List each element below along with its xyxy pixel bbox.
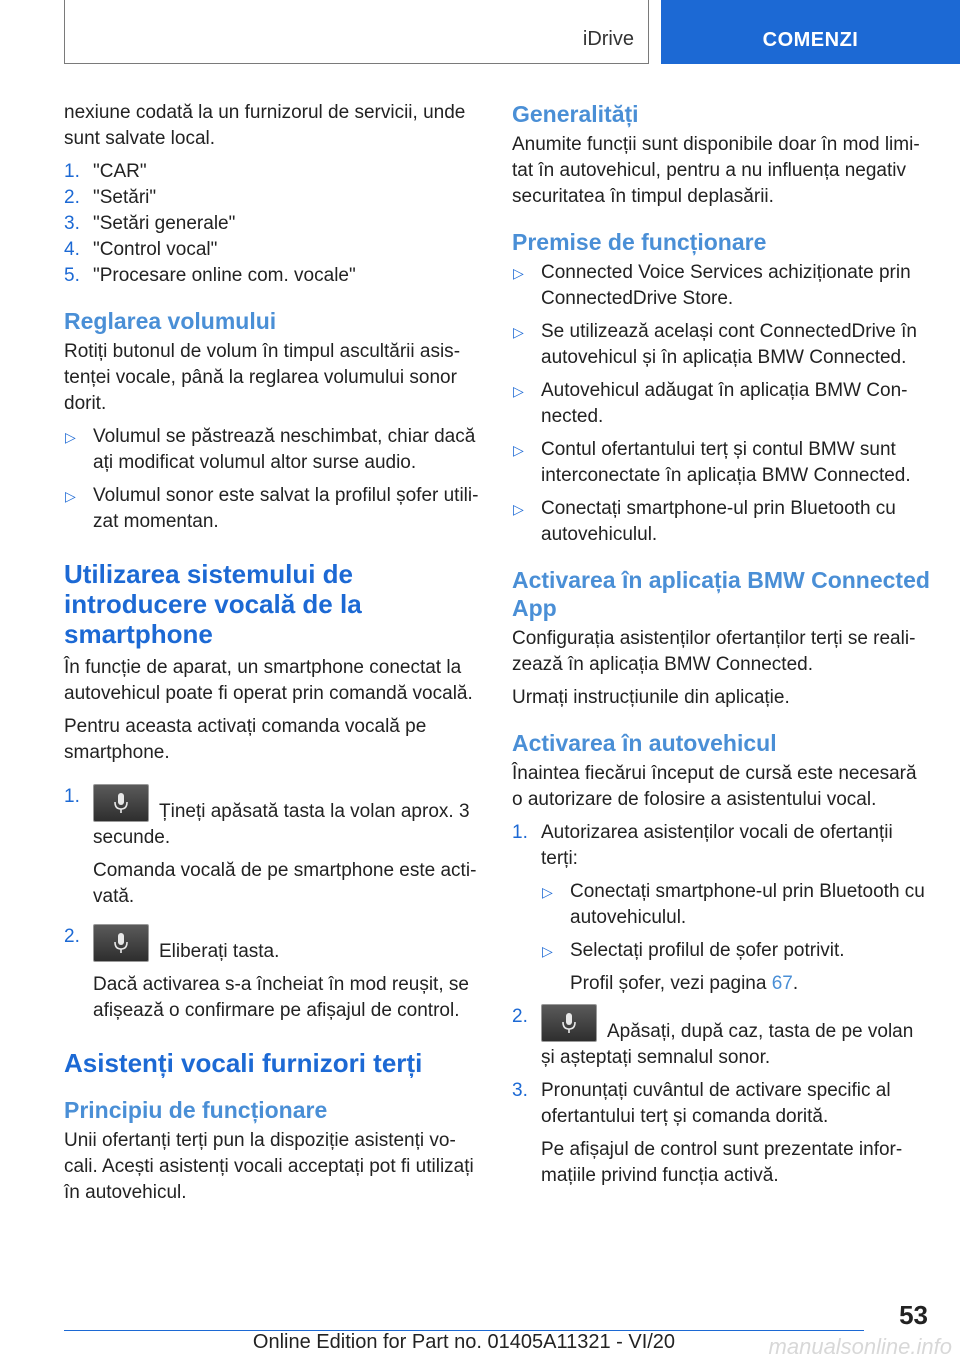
step-result: Dacă activarea s-a încheiat în mod reușit, se afișează o confirmare pe afișajul de control. xyxy=(93,974,469,1021)
step-number: 3. xyxy=(64,213,80,234)
principle-heading: Principiu de funcționare xyxy=(64,1097,328,1123)
step1-bullets xyxy=(541,879,930,997)
page-link[interactable]: 67 xyxy=(771,973,793,994)
header-chapter-title: COMENZI xyxy=(762,29,859,51)
list-item xyxy=(64,185,482,211)
right-column xyxy=(512,100,930,1196)
bullet-icon: ▷ xyxy=(513,442,524,458)
app-heading: Activarea în aplicația BMW Connected App xyxy=(512,567,930,621)
bullet-icon: ▷ xyxy=(65,488,76,504)
vehicle-heading: Activarea în autovehicul xyxy=(512,730,777,756)
app-text-1: Configurația asistenților ofertanților terți se realizează în aplicația BMW Connected. xyxy=(512,628,916,675)
page-reference xyxy=(570,971,930,997)
list-item xyxy=(64,483,482,535)
premise-heading: Premise de funcționare xyxy=(512,229,767,255)
list-item xyxy=(64,211,482,237)
reference-suffix: . xyxy=(792,973,799,994)
microphone-icon xyxy=(562,1013,576,1035)
list-item xyxy=(64,784,482,910)
bullet-icon: ▷ xyxy=(513,265,524,281)
bullet-text: Conectați smartphone-ul prin Bluetooth cu autovehiculul. xyxy=(570,881,925,928)
bullet-text: Volumul se păstrează neschimbat, chiar dacă ați modificat volumul altor surse audio. xyxy=(93,426,476,473)
step-text: Țineți apăsată tasta la volan aprox. 3 secunde. xyxy=(93,801,470,848)
bullet-text: Conectați smartphone-ul prin Bluetooth cu autovehiculul. xyxy=(541,498,896,545)
bullet-icon: ▷ xyxy=(542,884,553,900)
step-number: 1. xyxy=(64,786,80,807)
premise-bullets xyxy=(512,260,930,548)
smartphone-heading: Utilizarea sistemului de introducere vocală de la smartphone xyxy=(64,559,362,649)
vehicle-steps xyxy=(512,820,930,1189)
step-text: Apăsați, după caz, tasta de pe volan și așteptați semnalul sonor. xyxy=(541,1021,914,1068)
list-item xyxy=(64,263,482,289)
intro-text: nexiune codată la un furnizorul de servicii, unde sunt salvate local. xyxy=(64,102,466,149)
principle-text: Unii ofertanți terți pun la dispoziție asistenți vocali. Acești asistenți vocali acceptați pot fi utilizați în autovehicul. xyxy=(64,1130,474,1203)
voice-button-image xyxy=(93,924,149,962)
step-text: Pronunțați cuvântul de activare specific al ofertantului terț și comanda dorită. xyxy=(541,1080,891,1127)
step-number: 1. xyxy=(512,822,528,843)
list-item xyxy=(64,159,482,185)
page-number: 53 xyxy=(899,1300,928,1330)
header-chapter-tab xyxy=(661,0,960,64)
bullet-text: Connected Voice Services achiziționate prin ConnectedDrive Store. xyxy=(541,262,911,309)
list-item xyxy=(64,424,482,476)
bullet-text: Autovehicul adăugat în aplicația BMW Connected. xyxy=(541,380,908,427)
list-item xyxy=(512,437,930,489)
microphone-icon xyxy=(114,793,128,815)
footer-edition: Online Edition for Part no. 01405A11321 - VI/20 xyxy=(252,1331,676,1353)
step-number: 2. xyxy=(64,187,80,208)
list-item xyxy=(512,1004,930,1071)
bullet-text: Selectați profilul de șofer potrivit. xyxy=(570,940,845,961)
reference-text: Profil șofer, vezi pagina xyxy=(570,973,772,994)
header-section-box xyxy=(64,0,649,64)
step-result: Comanda vocală de pe smartphone este activată. xyxy=(93,860,477,907)
step-number: 1. xyxy=(64,161,80,182)
smartphone-text-2: Pentru aceasta activați comanda vocală pe smartphone. xyxy=(64,716,427,763)
watermark: manualsonline.info xyxy=(768,1334,952,1359)
bullet-text: Volumul sonor este salvat la profilul șofer utilizat momentan. xyxy=(93,485,479,532)
list-item xyxy=(512,496,930,548)
volume-text: Rotiți butonul de volum în timpul ascultării asistenței vocale, până la reglarea volumului sonor dorit. xyxy=(64,341,461,414)
step-number: 2. xyxy=(512,1006,528,1027)
step-text: "Procesare online com. vocale" xyxy=(93,265,356,286)
list-item xyxy=(512,319,930,371)
volume-bullets xyxy=(64,424,482,535)
bullet-text: Contul ofertantului terț și contul BMW sunt interconectate în aplicația BMW Connected. xyxy=(541,439,911,486)
step-text: "Setări generale" xyxy=(93,213,236,234)
step-number: 4. xyxy=(64,239,80,260)
volume-heading: Reglarea volumului xyxy=(64,308,277,334)
step-text: "CAR" xyxy=(93,161,147,182)
bullet-icon: ▷ xyxy=(542,943,553,959)
vehicle-text: Înaintea fiecărui început de cursă este necesară o autorizare de folosire a asistentului vocal. xyxy=(512,763,917,810)
header-section-title: iDrive xyxy=(582,28,634,50)
list-item xyxy=(64,924,482,1024)
general-text: Anumite funcții sunt disponibile doar în mod limitat în autovehicul, pentru a nu influența negativ securitatea în timpul deplasării. xyxy=(512,134,920,207)
bullet-icon: ▷ xyxy=(65,429,76,445)
bullet-text: Se utilizează același cont ConnectedDrive în autovehicul și în aplicația BMW Connected. xyxy=(541,321,917,368)
bullet-icon: ▷ xyxy=(513,383,524,399)
step-number: 3. xyxy=(512,1080,528,1101)
list-item xyxy=(512,820,930,997)
smartphone-steps xyxy=(64,784,482,1024)
menu-steps-list xyxy=(64,159,482,289)
list-item xyxy=(512,1078,930,1189)
list-item xyxy=(64,237,482,263)
step-text: "Control vocal" xyxy=(93,239,218,260)
assist-heading: Asistenți vocali furnizori terți xyxy=(64,1048,423,1078)
list-item xyxy=(541,879,930,931)
microphone-icon xyxy=(114,933,128,955)
list-item xyxy=(512,378,930,430)
step-text: Eliberați tasta. xyxy=(159,941,280,962)
bullet-icon: ▷ xyxy=(513,501,524,517)
step-number: 2. xyxy=(64,926,80,947)
smartphone-text-1: În funcție de aparat, un smartphone conectat la autovehicul poate fi operat prin comandă vocală. xyxy=(64,657,473,704)
step-result: Pe afișajul de control sunt prezentate informațiile privind funcția activă. xyxy=(541,1139,903,1186)
left-column xyxy=(64,100,482,1213)
general-heading: Generalități xyxy=(512,101,639,127)
list-item xyxy=(541,938,930,997)
step-text: Autorizarea asistenților vocali de ofertanții terți: xyxy=(541,822,893,869)
voice-button-image xyxy=(541,1004,597,1042)
voice-button-image xyxy=(93,784,149,822)
step-number: 5. xyxy=(64,265,80,286)
app-text-2: Urmați instrucțiunile din aplicație. xyxy=(512,687,790,708)
step-text: "Setări" xyxy=(93,187,157,208)
list-item xyxy=(512,260,930,312)
bullet-icon: ▷ xyxy=(513,324,524,340)
